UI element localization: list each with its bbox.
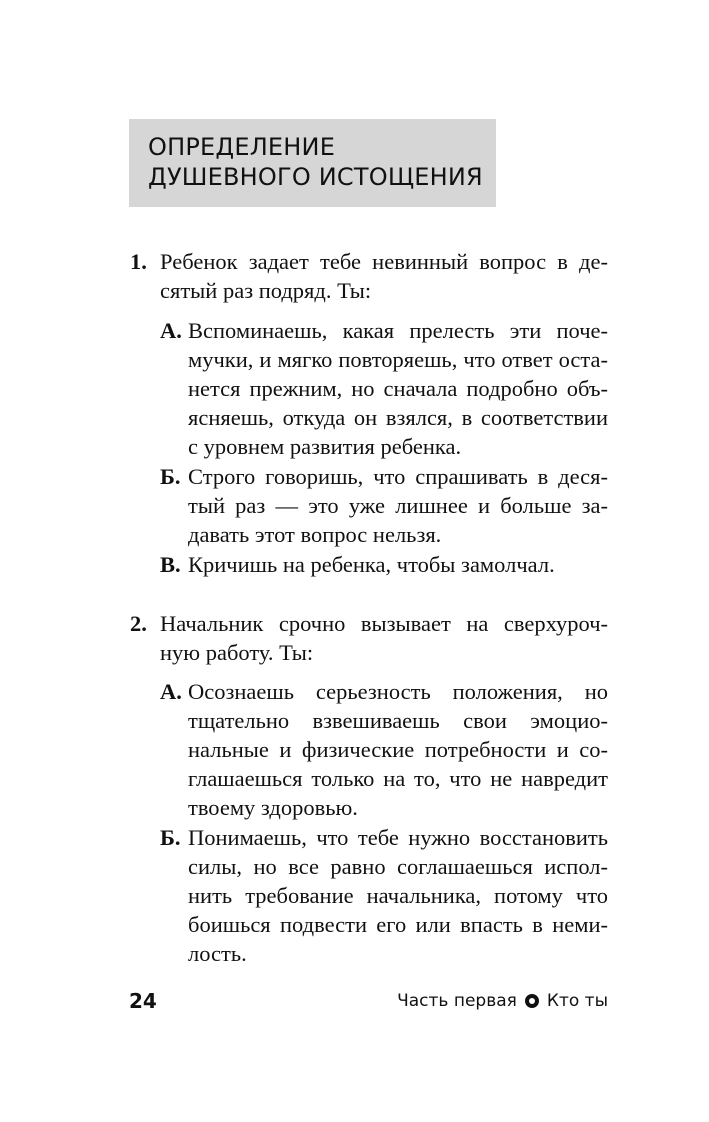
option-text-line: нется прежним, но сначала подробно объ-: [188, 376, 608, 401]
option-text-line: Строго говоришь, что спрашивать в деся-: [188, 464, 608, 489]
option-text-line: Вспоминаешь, какая прелесть эти поче-: [188, 318, 608, 343]
option-text-line: тщательно взвешиваешь свои эмоцио-: [188, 708, 608, 733]
option-text-line: Осознаешь серьезность положения, но: [188, 679, 608, 704]
option-text-line: лость.: [188, 941, 247, 966]
option-text-line: тый раз — это уже лишнее и больше за-: [188, 493, 608, 518]
running-footer: [397, 991, 608, 1011]
part-label: Часть первая: [397, 991, 517, 1011]
option-letter: А.: [160, 318, 182, 343]
option-text-line: боишься подвести его или впасть в неми-: [188, 912, 608, 937]
option-letter: В.: [160, 552, 181, 577]
heading-line-1: ОПРЕДЕЛЕНИЕ: [148, 133, 336, 161]
heading-line-2: ДУШЕВНОГО ИСТОЩЕНИЯ: [148, 163, 483, 191]
option-text-line: силы, но все равно соглашаешься испол-: [188, 854, 608, 879]
question-number: 1.: [130, 249, 147, 274]
circle-bullet-icon: [525, 994, 539, 1008]
page-number: 24: [129, 989, 157, 1013]
option-text-line: нить требование начальника, потому что: [188, 883, 608, 908]
option-text-line: Понимаешь, что тебе нужно восстановить: [188, 825, 608, 850]
option-text-line: давать этот вопрос нельзя.: [188, 522, 442, 547]
option-text-line: нальные и физические потребности и со-: [188, 737, 608, 762]
option-text-line: ясняешь, откуда он взялся, в соответствии: [188, 405, 608, 430]
option-text-line: глашаешься только на то, что не навредит: [188, 766, 608, 791]
option-text-line: твоему здоровью.: [188, 795, 358, 820]
option-letter: Б.: [160, 825, 181, 850]
question-number: 2.: [130, 611, 147, 636]
section-heading-box: [129, 119, 496, 207]
question-text-line: Начальник срочно вызывает на сверхуроч-: [160, 611, 608, 636]
question-text-line: Ребенок задает тебе невинный вопрос в де-: [160, 249, 608, 274]
option-text-line: Кричишь на ребенка, чтобы замолчал.: [188, 552, 555, 577]
question-text-line: сятый раз подряд. Ты:: [160, 278, 372, 303]
option-text-line: с уровнем развития ребенка.: [188, 434, 462, 459]
question-text-line: ную работу. Ты:: [160, 640, 314, 665]
option-letter: Б.: [160, 464, 181, 489]
section-label: Кто ты: [546, 991, 608, 1011]
option-text-line: мучки, и мягко повторяешь, что ответ оста-: [188, 347, 608, 372]
option-letter: А.: [160, 679, 182, 704]
